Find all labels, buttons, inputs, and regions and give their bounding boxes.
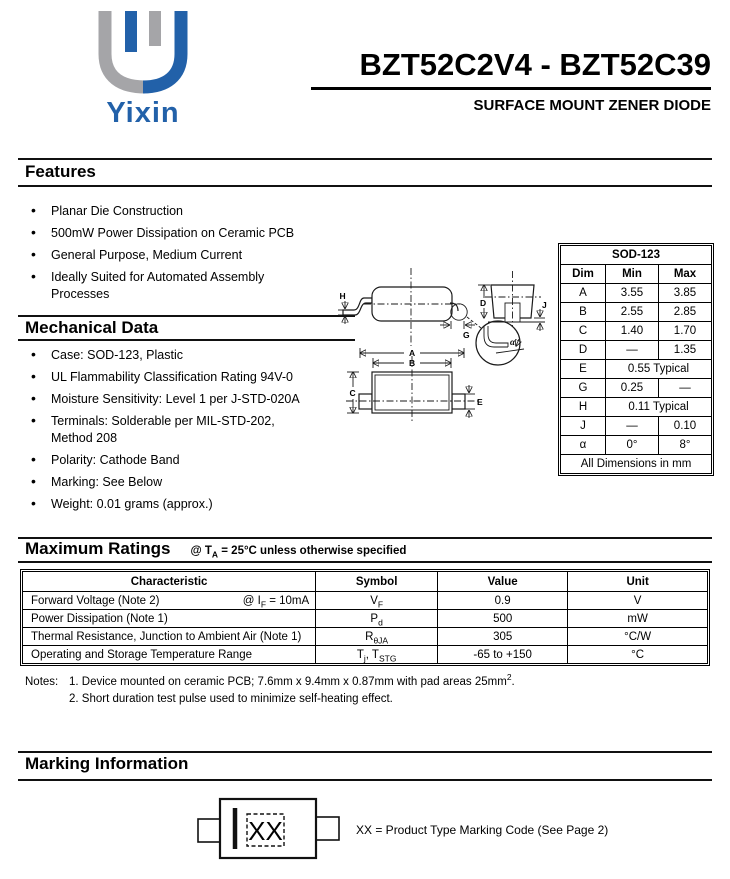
dim-cell-max: 1.70 bbox=[659, 322, 712, 341]
dim-cell-dim: α bbox=[561, 436, 606, 455]
section-divider bbox=[18, 315, 355, 317]
dim-cell-min: — bbox=[606, 341, 659, 360]
dim-cell-dim: A bbox=[561, 284, 606, 303]
feature-item: • Ideally Suited for Automated Assembly Processes bbox=[28, 269, 318, 303]
mr-characteristic-flex bbox=[31, 595, 309, 607]
logo-u-icon bbox=[93, 8, 193, 100]
dim-cell-max: 8° bbox=[659, 436, 712, 455]
table-row bbox=[23, 646, 708, 664]
dim-label-b: B bbox=[409, 358, 416, 368]
dim-col-max: Max bbox=[659, 265, 712, 284]
notes-label: Notes: bbox=[25, 676, 59, 688]
mechanical-item: • Weight: 0.01 grams (approx.) bbox=[28, 496, 318, 513]
dim-label-alpha: α bbox=[510, 337, 515, 347]
feature-item: • General Purpose, Medium Current bbox=[28, 247, 318, 264]
mr-cell-characteristic: Power Dissipation (Note 1) bbox=[23, 610, 316, 628]
dim-col-min: Min bbox=[606, 265, 659, 284]
brand-logo bbox=[82, 8, 204, 130]
dim-cell-typical: 0.11 Typical bbox=[606, 398, 712, 417]
features-list bbox=[28, 203, 318, 308]
mr-characteristic-text: Forward Voltage (Note 2) bbox=[31, 594, 160, 607]
dim-row bbox=[561, 360, 712, 379]
mechanical-data-list bbox=[28, 347, 318, 518]
dim-label-j: J bbox=[542, 300, 547, 310]
dim-cell-max: 0.10 bbox=[659, 417, 712, 436]
dim-row bbox=[561, 341, 712, 360]
mr-cell-value: 305 bbox=[438, 628, 568, 646]
title-underline bbox=[311, 87, 711, 90]
dim-cell-dim: C bbox=[561, 322, 606, 341]
dim-cell-max: 1.35 bbox=[659, 341, 712, 360]
dim-row bbox=[561, 398, 712, 417]
feature-item: • 500mW Power Dissipation on Ceramic PCB bbox=[28, 225, 318, 242]
section-divider bbox=[18, 751, 712, 753]
dimensions-table bbox=[558, 243, 714, 476]
dim-cell-min: — bbox=[606, 417, 659, 436]
mr-col-symbol: Symbol bbox=[316, 572, 438, 592]
dim-col-dim: Dim bbox=[561, 265, 606, 284]
mr-col-value: Value bbox=[438, 572, 568, 592]
section-divider bbox=[18, 779, 712, 781]
mr-cell-unit: °C/W bbox=[568, 628, 708, 646]
dim-label-e: E bbox=[477, 397, 483, 407]
dim-cell-dim: J bbox=[561, 417, 606, 436]
dim-cell-dim: H bbox=[561, 398, 606, 417]
mr-cell-symbol: $P_d$ bbox=[316, 610, 438, 628]
section-divider bbox=[18, 339, 355, 341]
mr-cell-unit: mW bbox=[568, 610, 708, 628]
dim-cell-dim: D bbox=[561, 341, 606, 360]
mechanical-item: • Case: SOD-123, Plastic bbox=[28, 347, 318, 364]
section-divider bbox=[18, 158, 712, 160]
dim-cell-dim: G bbox=[561, 379, 606, 398]
mr-cell-symbol: $T_j$, $T_{STG}$ bbox=[316, 646, 438, 664]
product-title: BZT52C2V4 - BZT52C39 bbox=[359, 47, 711, 82]
dim-cell-min: 0° bbox=[606, 436, 659, 455]
dim-cell-dim: E bbox=[561, 360, 606, 379]
mr-characteristic-condition: @ $I_F = 10mA$ bbox=[242, 594, 310, 609]
dim-row bbox=[561, 417, 712, 436]
mr-cell-characteristic: Thermal Resistance, Junction to Ambient Air (Note 1) bbox=[23, 628, 316, 646]
notes-block bbox=[25, 674, 515, 708]
product-subtitle: SURFACE MOUNT ZENER DIODE bbox=[473, 96, 711, 114]
note-item: 1. Device mounted on ceramic PCB; 7.6mm x 9.4mm x 0.87mm with pad areas $25mm^2$. bbox=[69, 672, 515, 688]
mr-cell-value: 0.9 bbox=[438, 592, 568, 610]
section-divider bbox=[18, 561, 712, 563]
mechanical-item: • Terminals: Solderable per MIL-STD-202, Method 208 bbox=[28, 413, 318, 447]
mr-col-unit: Unit bbox=[568, 572, 708, 592]
dim-label-h: H bbox=[339, 291, 346, 301]
brand-name: Yixin bbox=[106, 97, 180, 129]
dim-cell-dim: B bbox=[561, 303, 606, 322]
dim-row bbox=[561, 284, 712, 303]
max-ratings-heading: Maximum Ratings bbox=[25, 539, 171, 558]
dim-row bbox=[561, 436, 712, 455]
dim-table-footer: All Dimensions in mm bbox=[561, 455, 712, 474]
table-row bbox=[23, 592, 708, 610]
max-ratings-table bbox=[20, 569, 710, 666]
package-dimensions-diagram bbox=[338, 256, 550, 448]
section-divider bbox=[18, 185, 712, 187]
mr-cell-value: -65 to +150 bbox=[438, 646, 568, 664]
marking-info-heading: Marking Information bbox=[25, 754, 189, 773]
dim-label-a: A bbox=[409, 348, 416, 358]
dim-label-g: G bbox=[463, 330, 470, 340]
mr-cell-characteristic: Operating and Storage Temperature Range bbox=[23, 646, 316, 664]
dim-cell-max: 2.85 bbox=[659, 303, 712, 322]
mr-cell-unit: °C bbox=[568, 646, 708, 664]
marking-legend: XX = Product Type Marking Code (See Page 2) bbox=[356, 823, 609, 837]
mr-cell-symbol: $V_F$ bbox=[316, 592, 438, 610]
marking-code: XX bbox=[248, 816, 283, 846]
max-ratings-header bbox=[25, 539, 406, 559]
dim-cell-typical: 0.55 Typical bbox=[606, 360, 712, 379]
mr-cell-value: 500 bbox=[438, 610, 568, 628]
dim-row bbox=[561, 379, 712, 398]
mechanical-item: • Moisture Sensitivity: Level 1 per J-STD-020A bbox=[28, 391, 318, 408]
mr-col-characteristic: Characteristic bbox=[23, 572, 316, 592]
dim-row bbox=[561, 303, 712, 322]
mechanical-data-heading: Mechanical Data bbox=[25, 318, 159, 337]
dim-label-d: D bbox=[480, 298, 487, 308]
mechanical-item: • Polarity: Cathode Band bbox=[28, 452, 318, 469]
dim-row bbox=[561, 322, 712, 341]
dim-table-title: SOD-123 bbox=[561, 246, 712, 265]
max-ratings-condition: @ $T_A = 25^\circ C$ unless otherwise specified bbox=[190, 545, 407, 560]
marking-package-diagram bbox=[196, 796, 342, 862]
dim-cell-min: 1.40 bbox=[606, 322, 659, 341]
mechanical-item: • UL Flammability Classification Rating 94V-0 bbox=[28, 369, 318, 386]
mechanical-item: • Marking: See Below bbox=[28, 474, 318, 491]
notes-items bbox=[69, 674, 515, 708]
dim-cell-max: — bbox=[659, 379, 712, 398]
table-row bbox=[23, 610, 708, 628]
mr-cell-characteristic bbox=[23, 592, 316, 610]
mr-cell-symbol: $R_{\theta JA}$ bbox=[316, 628, 438, 646]
note-item: 2. Short duration test pulse used to minimize self-heating effect. bbox=[69, 693, 393, 705]
page-header bbox=[311, 48, 711, 114]
mr-cell-unit: V bbox=[568, 592, 708, 610]
dim-label-c: C bbox=[349, 388, 356, 398]
table-row bbox=[23, 628, 708, 646]
dim-cell-min: 0.25 bbox=[606, 379, 659, 398]
dim-cell-min: 2.55 bbox=[606, 303, 659, 322]
feature-item: • Planar Die Construction bbox=[28, 203, 318, 220]
features-heading: Features bbox=[25, 162, 96, 181]
dim-cell-max: 3.85 bbox=[659, 284, 712, 303]
dim-cell-min: 3.55 bbox=[606, 284, 659, 303]
